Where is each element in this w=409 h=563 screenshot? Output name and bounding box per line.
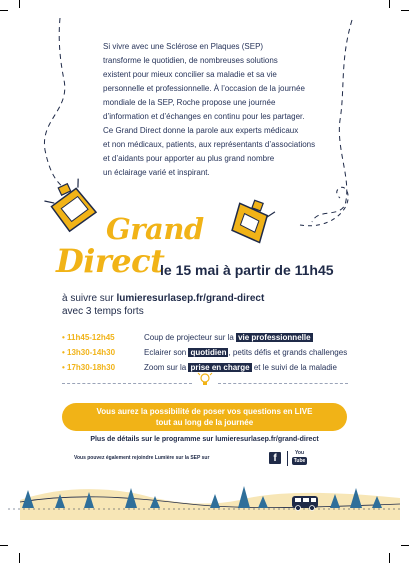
schedule-time: • 13h30-14h30 (62, 348, 116, 357)
event-url-link[interactable]: lumieresurlasep.fr/grand-direct (116, 293, 265, 304)
crop-mark (0, 545, 8, 546)
banner-line: Vous aurez la possibilité de poser vos questions en LIVE (96, 407, 313, 416)
highlight-tag: quotidien (190, 348, 227, 357)
crop-mark (19, 553, 20, 563)
landscape-illustration (8, 486, 402, 520)
dashed-trail-left (44, 18, 70, 192)
social-text: Vous pouvez également rejoindre Lumière sur la SEP sur (74, 455, 210, 461)
highlight-tag: vie professionnelle (238, 333, 311, 342)
title-grand: Grand (106, 212, 204, 246)
schedule-item (62, 330, 382, 345)
follow-block (62, 292, 264, 318)
desc-text: Eclairer son (144, 348, 189, 357)
schedule-item (62, 360, 382, 375)
banner-line: tout au long de la journée (155, 418, 254, 427)
intro-line: transforme le quotidien, de nombreuses solutions (103, 56, 278, 65)
title-direct: Direct (56, 242, 165, 280)
program-details-link[interactable]: Plus de détails sur le programme sur lumieresurlasep.fr/grand-direct (90, 436, 319, 443)
follow-prefix: à suivre sur (62, 293, 117, 304)
crop-mark (389, 0, 390, 8)
facebook-icon[interactable]: f (269, 452, 281, 464)
intro-line: existent pour mieux concilier sa maladie et sa vie (103, 70, 277, 79)
van-icon (292, 496, 318, 511)
spotlight-right-icon (229, 196, 276, 244)
intro-line: mondiale de la SEP, Roche propose une journée (103, 98, 276, 107)
crop-mark (401, 545, 409, 546)
crop-mark (0, 10, 8, 11)
intro-line: Si vivre avec une Sclérose en Plaques (SEP) (103, 42, 264, 51)
divider (218, 383, 348, 384)
desc-text: Zoom sur la (144, 363, 189, 372)
event-date: le 15 mai à partir de 11h45 (160, 262, 334, 278)
spotlight-left-icon (42, 178, 99, 236)
highlights-intro: avec 3 temps forts (62, 306, 144, 317)
highlight-tag: prise en charge (190, 363, 250, 372)
youtube-icon[interactable] (292, 450, 307, 467)
trees (22, 486, 382, 508)
intro-line: et non médicaux, patients, aux représentants d’associations (103, 140, 316, 149)
schedule-description (144, 360, 337, 375)
intro-line: Ce Grand Direct donne la parole aux experts médicaux (103, 126, 299, 135)
desc-text: et le suivi de la maladie (251, 363, 337, 372)
schedule-time: • 11h45-12h45 (62, 333, 115, 342)
dashed-loop (300, 187, 348, 226)
schedule-item (62, 345, 382, 360)
youtube-tube: Tube (293, 458, 306, 464)
desc-text: Coup de projecteur sur la (144, 333, 237, 342)
desc-text: , petits défis et grands challenges (228, 348, 348, 357)
schedule-list (62, 330, 382, 375)
divider (62, 383, 192, 384)
schedule-description (144, 345, 347, 360)
intro-line: personnelle et professionnelle. À l’occasion de la journée (103, 84, 305, 93)
crop-mark (19, 0, 20, 8)
live-questions-banner (62, 403, 347, 431)
intro-line: d’information et d’échanges en continu pour les partager. (103, 112, 305, 121)
intro-paragraph (103, 40, 343, 180)
intro-line: et d’aidants pour apporter au plus grand nombre (103, 154, 275, 163)
youtube-you: You (294, 450, 305, 456)
intro-line: un éclairage varié et inspirant. (103, 168, 210, 177)
crop-mark (389, 553, 390, 563)
schedule-time: • 17h30-18h30 (62, 363, 116, 372)
crop-mark (401, 10, 409, 11)
social-separator (287, 451, 288, 466)
schedule-description (144, 330, 313, 345)
